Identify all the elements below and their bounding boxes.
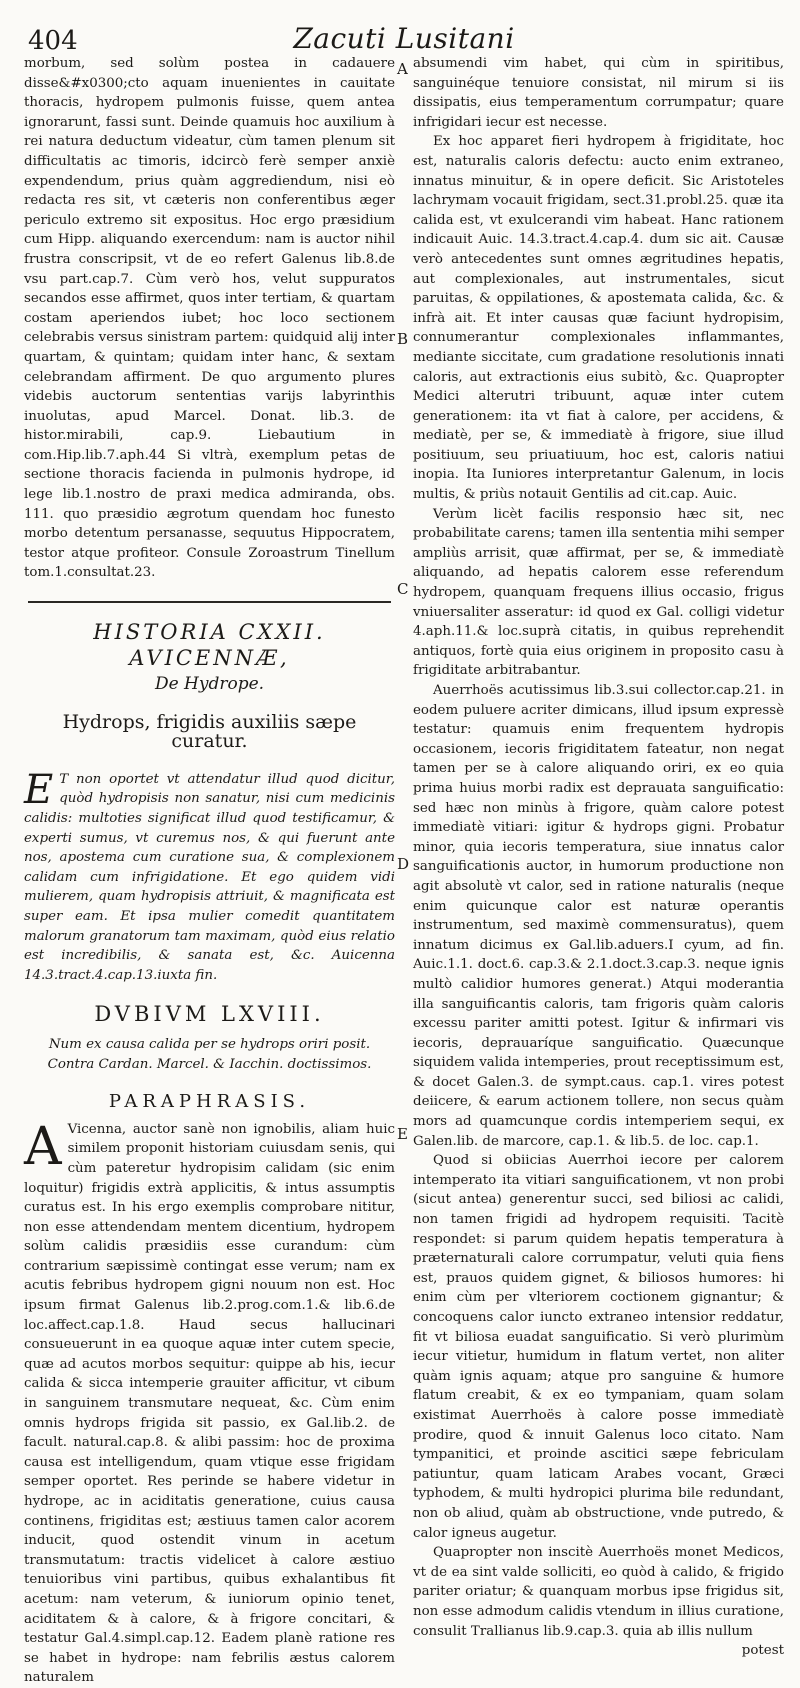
page-header bbox=[24, 20, 784, 56]
drop-cap-a: A bbox=[24, 1116, 62, 1177]
avicenna-quote-text: T non oportet vt attendatur illud quod dicitur, quòd hydropisis non sanatur, nisi cum medicinis calidis: multoties significat illud quod testificamur, & experti sumus, vt curemus nos, & qui fuerunt ante nos, apostema cum curatione sua, & complexionem calidam cum infrigidatione. Et ego quidem vidi mulierem, quam hydropisis attriuit, & magnificata est super eam. Et ipsa mulier comedit quantitatem malorum granatorum tam maximam, quòd eius relatio est incredibilis, & sanata est, &c. Auicenna 14.3.tract.4.cap.13.iuxta fin. bbox=[24, 771, 395, 983]
drop-cap-e: E bbox=[24, 766, 54, 813]
right-paragraph-1: absumendi vim habet, qui cùm in spiritibus, sanguinéque tenuiore consistat, nil mirum si iis dissipatis, eius temperamentum corrumpatur; quare infrigidari iecur est necesse. bbox=[413, 56, 784, 130]
right-paragraph-3: Verùm licèt facilis responsio hæc sit, nec probabilitate carens; tamen illa sententia mihi semper ampliùs arrisit, quæ affirmat, per se, & immediatè aliquando, ad hepatis calorem esse referendum hydropem, quanquam frequens illius occasio, frigus vniuersaliter asseratur: id quod ex Gal. colligi videtur 4.aph.11.& loc.suprà citatis, in quibus reprehendit antiquos, fortè quia eius originem in proposito casu à frigiditate arbitrabantur. bbox=[413, 506, 784, 679]
left-paragraph-1: morbum, sed solùm postea in cadauere disse&#x0300;cto aquam inuenientes in cauitate thoracis, hydropem pulmonis fuisse, quem antea ignorarunt, fassi sunt. Deinde quamuis hoc auxilium à rei natura deductum videatur, cùm tamen plenum sit difficultatis ac timoris, idcircò ferè semper anxiè expendendum, prius quàm aggrediendum, nisi eò redacta res sit, vt cæteris non conferentibus æger periculo extremo sit expositus. Hoc ergo præsidium cum Hipp. aliquando exercendum: nam is auctor nihil frustra conscripsit, vt de eo refert Galenus lib.8.de vsu part.cap.7. Cùm verò hos, velut suppuratos secandos esse affirmet, quos inter tertiam, & quartam costam aperiendos iubet; hoc loco sectionem celebrabis versus sinistram partem: quidquid alij inter quartam, & quintam; quidam inter hanc, & sextam celebrandam affirment. De quo argumento plures videbis auctorum sententias varijs labyrinthis inuolutas, apud Marcel. Donat. lib.3. de histor.mirabili, cap.9. Liebautium in com.Hip.lib.7.aph.44 Si vltrà, exemplum petas de sectione thoracis facienda in pulmonis hydrope, id lege lib.1.nostro de praxi medica admiranda, obs. 111. quo præsidio ægrotum quendam hoc funesto morbo detentum persanasse, sequutus Hippocratem, testor atque profiteor. Consule Zoroastrum Tinellum tom.1.consultat.23. bbox=[24, 56, 395, 581]
left-column bbox=[24, 54, 395, 1688]
section-heading: Hydrops, frigidis auxiliis sæpe curatur. bbox=[62, 710, 357, 753]
margin-letter-a: A bbox=[397, 60, 408, 78]
page-number: 404 bbox=[28, 26, 78, 56]
margin-letter-d: D bbox=[397, 855, 410, 873]
right-column bbox=[413, 54, 784, 1688]
dubium-subtitle: Num ex causa calida per se hydrops oriri posit. Contra Cardan. Marcel. & Iacchin. doctissimos. bbox=[47, 1036, 372, 1072]
right-paragraph-4: Auerrhoës acutissimus lib.3.sui collector.cap.21. in eodem puluere acriter dimicans, illud ipsum expressè testatur: quamuis enim frequentem hydropis occasionem, iecoris frigiditatem fateatur, non negat tamen per se à calore aliquando oriri, ex eo quia prima huius morbi radix est deprauata sanguificatio: sed hæc non minùs à frigore, quàm calore potest immediatè vitiari: igitur & hydrops gigni. Probatur minor, quia iecoris temperatura, siue innatus calor sanguificationis auctor, in humorum productione non agit absolutè vt calor, sed in ratione naturalis (neque enim quicunque calor est naturæ operantis instrumentum, sed maximè commensuratus), quem innatum dicimus ex Gal.lib.aduers.I cyum, ad fin. Auic.1.1. doct.6. cap.3.& 2.1.doct.3.cap.3. neque ignis multò calidior humores generat.) Atqui moderantia illa sanguificantis caloris, tam frigoris quàm caloris excessu pariter amitti potest. Igitur & infirmari vis iecoris, deprauaríque sanguificatio. Quæcunque siquidem valida intemperies, prout receptissimum est, & docet Galen.3. de sympt.caus. cap.1. vires potest deiicere, & earum actionem tollere, non secus quàm mors ad quamcunque cordis intemperiem sequi, ex Galen.lib. de marcore, cap.1. & lib.5. de loc. cap.1. bbox=[413, 683, 784, 1149]
right-paragraph-6: Quapropter non inscitè Auerrhoës monet Medicos, vt de ea sint valde solliciti, eo quòd à calido, & frigido pariter oriatur; & quanquam morbus ipse frigidus sit, non esse admodum calidis vtendum in illius curatione, consulit Trallianus lib.9.cap.3. quia ab illis nullum bbox=[413, 1545, 784, 1639]
paraphrasis-text bbox=[24, 1116, 395, 1688]
historia-subtitle: De Hydrope. bbox=[154, 674, 265, 695]
right-paragraph-5: Quod si obiicias Auerrhoi iecore per calorem intemperato ita vitiari sanguificationem, vt non probi (sicut antea) generentur succi, sed biliosi ac calidi, non tamen frigidi ad hydropem requisiti. Tacitè respondet: si parum quidem hepatis temperatura à præternaturali calore corrumpatur, veluti quia fiens est, prauos quidem gignet, & biliosos humores: hi enim cùm per vlteriorem coctionem gignantur; & concoquens calor iuncto extraneo intensior reddatur, fit vt biliosa euadat sanguificatio. Si verò plurimùm iecur vitietur, humidum in flatum vertet, non aliter quàm ignis aquam; atque pro sanguine & humore flatum creabit, & ex eo tympaniam, quam solam existimat Auerrhoës à calore posse immediatè prodire, quod & innuit Galenus loco citato. Nam tympanitici, et proinde ascitici sæpe febriculam patiuntur, quam laticam Arabes vocant, Græci typhodem, & multi hydropici plurima bile redundant, non ob aliud, quàm ab obstructione, vnde putredo, & calor igneus augetur. bbox=[413, 1153, 784, 1541]
paraphrasis-heading: PARAPHRASIS. bbox=[108, 1091, 311, 1113]
section-divider bbox=[28, 601, 391, 603]
running-title: Zacuti Lusitani bbox=[293, 22, 515, 55]
right-paragraph-2: Ex hoc apparet fieri hydropem à frigiditate, hoc est, naturalis caloris defectu: aucto enim extraneo, innatus minuitur, & in opere deficit. Sic Aristoteles lachrymam vocauit frigidam, sect.31.probl.25. quæ ita calida est, vt exulcerandi vim habeat. Hanc rationem indicauit Auic. 14.3.tract.4.cap.4. dum sic ait. Causæ verò antecedentes sunt omnes ægritudines hepatis, aut complexionales, aut instrumentales, sicut paruitas, & oppilationes, & apostemata calida, &c. & infrà ait. Et inter causas quæ faciunt hydropisim, connumerantur complexionales inflammantes, mediante siccitate, cum gradatione resolutionis innati caloris, aut extractionis eius subitò, &c. Quapropter Medici alterutri tribuunt, aquæ inter cutem generationem: ita vt fiat à calore, per accidens, & mediatè, per se, & immediatè à frigore, siue illud positiuum, seu priuatiuum, hoc est, caloris natiui inopia. Ita Iuniores interpretantur Galenum, in locis multis, & priùs notauit Gentilis ad cit.cap. Auic. bbox=[413, 134, 784, 503]
margin-letter-b: B bbox=[397, 330, 409, 348]
historia-title: HISTORIA CXXII. AVICENNÆ, bbox=[93, 620, 326, 671]
paraphrasis-body: Vicenna, auctor sanè non ignobilis, aliam huic similem proponit historiam cuiusdam senis, qui cùm pateretur hydropisim calidam (sic enim loquitur) frigidis extrà applicitis, & intus assumptis curatus est. In his ergo exemplis comprobare nititur, non esse attendendam mentem dicentium, hydropem solùm calidis præsidiis esse curandum: cùm contrarium sæpissimè contingat esse verum; nam ex acutis febribus hydropem gigni nouum non est. Hoc ipsum firmat Galenus lib.2.prog.com.1.& lib.6.de loc.affect.cap.1.8. Haud secus hallucinari consueuerunt in ea quoque aquæ inter cutem specie, quæ ad acutos morbos sequitur: quippe ab his, iecur calida & sicca intemperie grauiter afficitur, vt cibum in sanguinem transmutare nequeat, &c. Cùm enim omnis hydrops frigida sit passio, ex Gal.lib.2. de facult. natural.cap.8. & alibi passim: hoc de proxima causa est intelligendum, quam vtique esse frigidam semper oportet. Res perinde se habere videtur in hydrope, ac in aciditatis generatione, cuius causa continens, frigiditas est; æstiuus tamen calor acorem inducit, quod ostendit vinum in acetum transmutatum: tractis videlicet à calore æstiuo tenuioribus vini partibus, quibus exhalantibus fit acetum: nam veterum, & iuniorum opinio tenet, aciditatem & à calore, & à frigore concitari, & testatur Gal.4.simpl.cap.12. Eadem planè ratione res se habet in hydrope: nam febrilis æstus calorem naturalem bbox=[24, 1121, 395, 1686]
margin-letter-e: E bbox=[397, 1125, 408, 1143]
margin-letter-c: C bbox=[397, 580, 409, 598]
avicenna-quote bbox=[24, 766, 395, 986]
catchword: potest bbox=[741, 1643, 784, 1659]
dubium-title: DVBIVM LXVIII. bbox=[94, 1002, 325, 1027]
